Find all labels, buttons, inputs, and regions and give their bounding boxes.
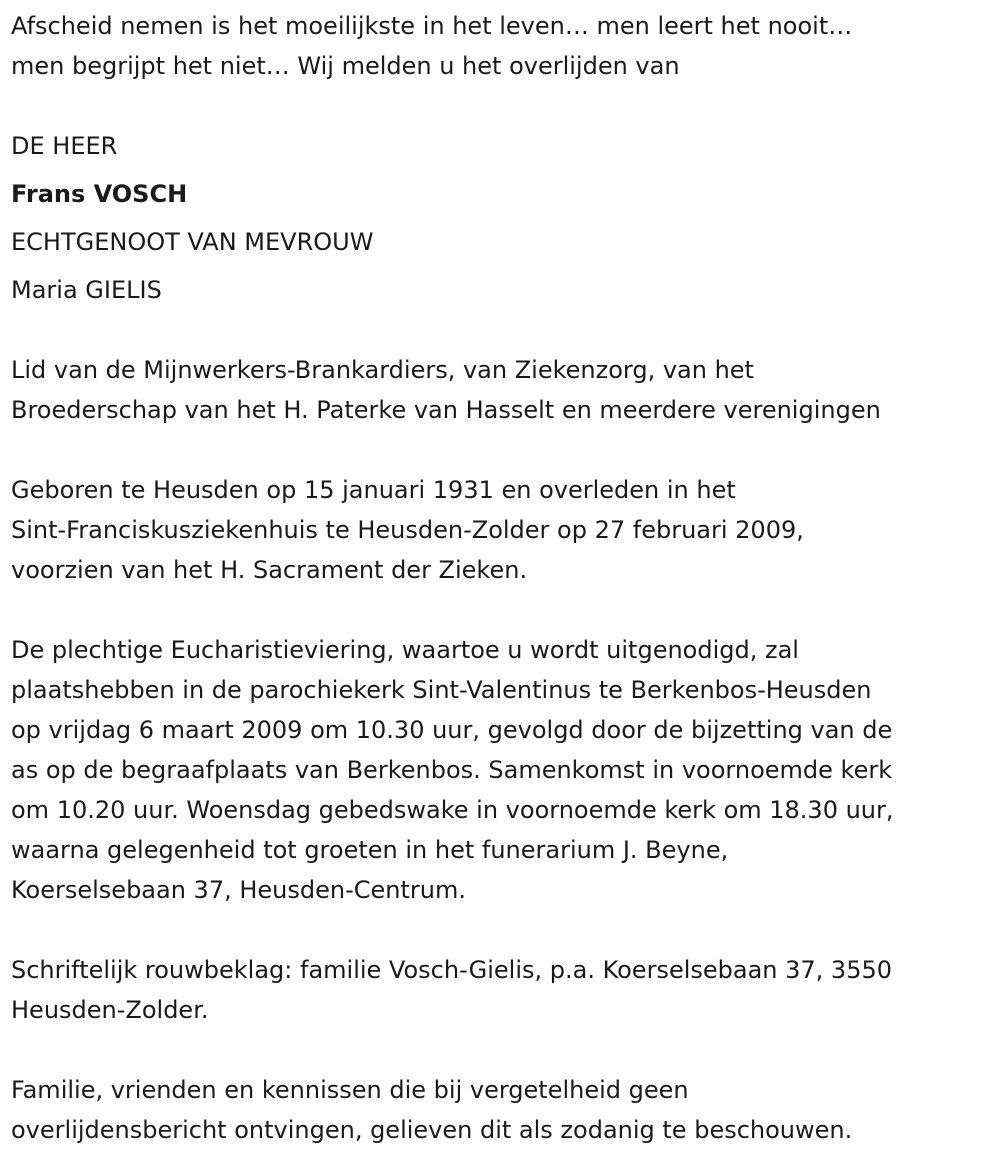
- deceased-relation: ECHTGENOOT VAN MEVROUW: [11, 228, 374, 256]
- ceremony-line-6: waarna gelegenheid tot groeten in het funerarium J. Beyne,: [11, 836, 729, 864]
- ceremony-line-3: op vrijdag 6 maart 2009 om 10.30 uur, gevolgd door de bijzetting van de: [11, 716, 893, 744]
- birth-death-line-2: Sint-Franciskusziekenhuis te Heusden-Zolder op 27 februari 2009,: [11, 516, 804, 544]
- ceremony-line-1: De plechtige Eucharistieviering, waartoe u wordt uitgenodigd, zal: [11, 636, 799, 664]
- membership-line-2: Broederschap van het H. Paterke van Hasselt en meerdere verenigingen: [11, 396, 881, 424]
- ceremony-line-5: om 10.20 uur. Woensdag gebedswake in voornoemde kerk om 18.30 uur,: [11, 796, 894, 824]
- closing-line-2: overlijdensbericht ontvingen, gelieven dit als zodanig te beschouwen.: [11, 1116, 853, 1144]
- membership-line-1: Lid van de Mijnwerkers-Brankardiers, van Ziekenzorg, van het: [11, 356, 754, 384]
- deceased-name: Frans VOSCH: [11, 180, 188, 208]
- birth-death-line-3: voorzien van het H. Sacrament der Zieken.: [11, 556, 528, 584]
- closing-line-1: Familie, vrienden en kennissen die bij vergetelheid geen: [11, 1076, 689, 1104]
- spouse-name: Maria GIELIS: [11, 276, 162, 304]
- condolences-line-1: Schriftelijk rouwbeklag: familie Vosch-Gielis, p.a. Koerselsebaan 37, 3550: [11, 956, 893, 984]
- ceremony-line-7: Koerselsebaan 37, Heusden-Centrum.: [11, 876, 466, 904]
- ceremony-line-4: as op de begraafplaats van Berkenbos. Samenkomst in voornoemde kerk: [11, 756, 893, 784]
- intro-line-2: men begrijpt het niet… Wij melden u het overlijden van: [11, 52, 680, 80]
- condolences-line-2: Heusden-Zolder.: [11, 996, 209, 1024]
- intro-line-1: Afscheid nemen is het moeilijkste in het leven… men leert het nooit…: [11, 12, 853, 40]
- birth-death-line-1: Geboren te Heusden op 15 januari 1931 en overleden in het: [11, 476, 736, 504]
- ceremony-line-2: plaatshebben in de parochiekerk Sint-Valentinus te Berkenbos-Heusden: [11, 676, 872, 704]
- deceased-title: DE HEER: [11, 132, 118, 160]
